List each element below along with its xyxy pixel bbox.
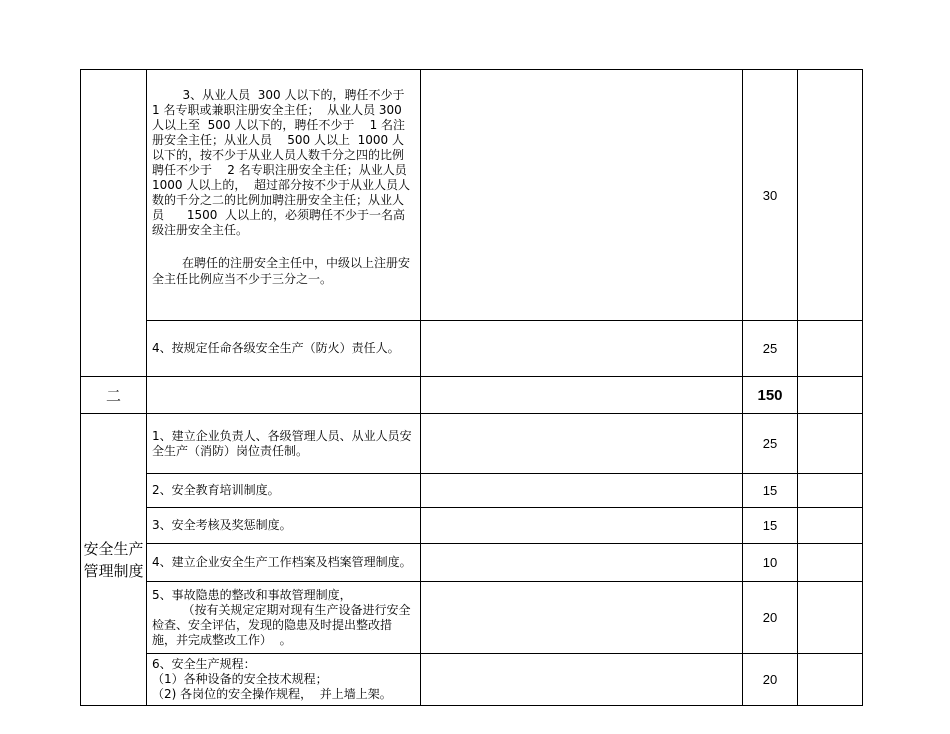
blank-cell: [421, 508, 743, 544]
blank-cell: [421, 544, 743, 582]
blank-cell: [421, 654, 743, 706]
deduction-cell: [798, 508, 863, 544]
blank-cell: [421, 321, 743, 377]
content-cell: [147, 544, 421, 582]
score-cell: 20: [743, 654, 798, 706]
content-cell: [147, 654, 421, 706]
table-row: [81, 508, 863, 544]
item-text: 2、安全教育培训制度。: [152, 483, 280, 497]
table-row: [81, 654, 863, 706]
item-text: 6、安全生产规程： （1）各种设备的安全技术规程； （2) 各岗位的安全操作规程， 并上墙上架。: [152, 657, 392, 701]
content-cell: [147, 321, 421, 377]
deduction-cell: [798, 377, 863, 414]
content-cell: [147, 508, 421, 544]
table-row: [81, 70, 863, 321]
content-cell: [147, 414, 421, 474]
item-text: 4、按规定任命各级安全生产（防火）责任人。: [152, 341, 400, 355]
score-cell: 20: [743, 582, 798, 654]
table-row: [81, 474, 863, 508]
section-number: 二: [81, 377, 147, 414]
category-cell-empty: [81, 70, 147, 377]
blank-cell: [421, 474, 743, 508]
item-text: 1、建立企业负责人、各级管理人员、从业人员安全生产（消防）岗位责任制。: [152, 428, 412, 458]
section-total: 150: [743, 377, 798, 414]
table-row: [81, 582, 863, 654]
blank-cell: [421, 377, 743, 414]
item-text: 4、建立企业安全生产工作档案及档案管理制度。: [152, 555, 412, 569]
content-cell: [147, 582, 421, 654]
category-label: 安全生产管理制度: [81, 414, 147, 706]
content-cell: [147, 474, 421, 508]
deduction-cell: [798, 654, 863, 706]
blank-cell: [421, 70, 743, 321]
table-row: [81, 321, 863, 377]
score-cell: 30: [743, 70, 798, 321]
deduction-cell: [798, 414, 863, 474]
deduction-cell: [798, 70, 863, 321]
deduction-cell: [798, 321, 863, 377]
item-text: 3、从业人员 300 人以下的，聘任不少于 1 名专职或兼职注册安全主任； 从业人员 300 人以上至 500 人以下的，聘任不少于 1 名注册安全主任；从业人员 500 人以上 1000 人以下的，按不少于从业人员人数千分之四的比例聘任不少于 2 名专职注册安全主任；从业人员 1000 人以上的， 超过部分按不少于从业人员人数的千分之二的比例加聘注册安全主任；从业人员 1500 人以上的，必须聘任不少于一名高级注册安全主任。: [152, 88, 420, 237]
table-row: [81, 544, 863, 582]
item-note: 在聘任的注册安全主任中，中级以上注册安全主任比例应当不少于三分之一。: [152, 256, 411, 286]
item-text: 3、安全考核及奖惩制度。: [152, 518, 292, 532]
deduction-cell: [798, 544, 863, 582]
score-cell: 15: [743, 508, 798, 544]
score-cell: 10: [743, 544, 798, 582]
score-cell: 15: [743, 474, 798, 508]
content-cell: [147, 377, 421, 414]
score-cell: 25: [743, 414, 798, 474]
item-text: 5、事故隐患的整改和事故管理制度， （按有关规定定期对现有生产设备进行安全检查、安全评估，发现的隐患及时提出整改措施，并完成整改工作） 。: [152, 587, 411, 647]
table-row: [81, 414, 863, 474]
assessment-table: [80, 69, 863, 706]
deduction-cell: [798, 474, 863, 508]
deduction-cell: [798, 582, 863, 654]
blank-cell: [421, 414, 743, 474]
content-cell: [147, 70, 421, 321]
score-cell: 25: [743, 321, 798, 377]
blank-cell: [421, 582, 743, 654]
section-row: [81, 377, 863, 414]
